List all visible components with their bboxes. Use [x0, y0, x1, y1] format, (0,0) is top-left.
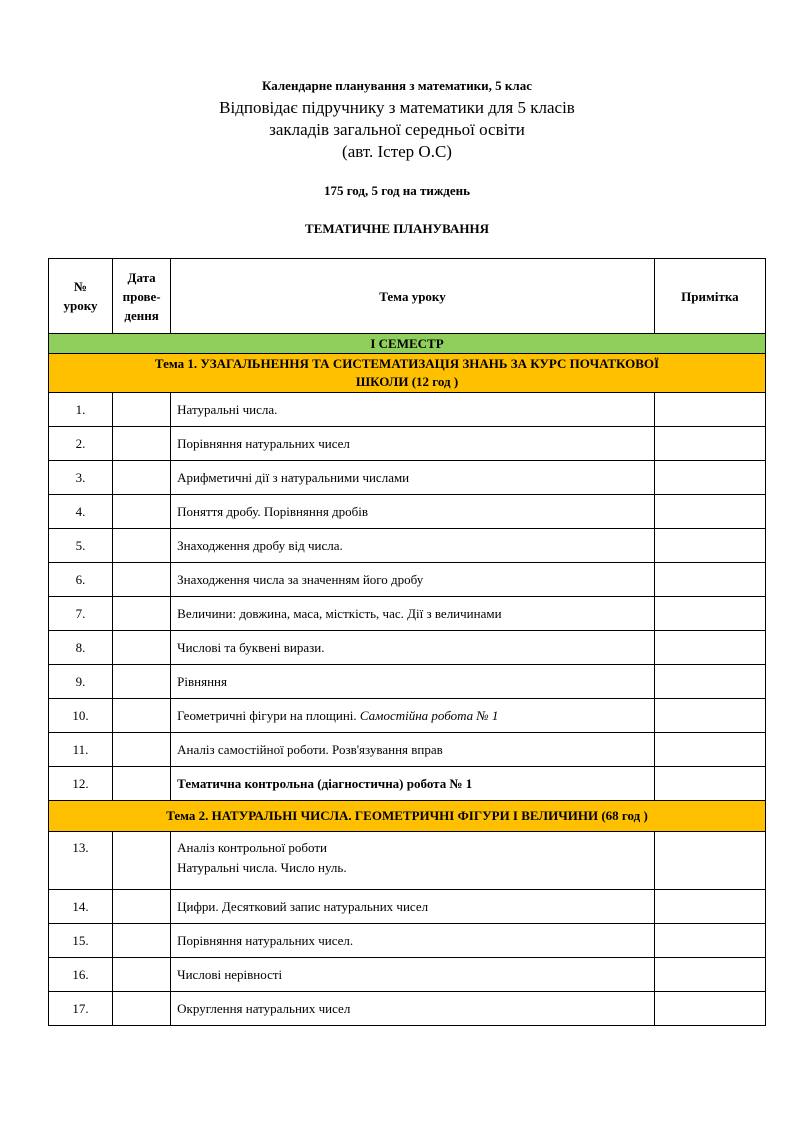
table-header-row: [49, 259, 766, 334]
lesson-topic: Числові нерівності: [171, 958, 655, 992]
theme-1-row: [49, 354, 766, 393]
table-row: [49, 461, 766, 495]
lesson-date: [113, 924, 171, 958]
header-date-line3: дення: [124, 307, 159, 323]
table-row: [49, 890, 766, 924]
lesson-topic: Тематична контрольна (діагностична) робота № 1: [171, 767, 655, 801]
independent-work-label: Самостійна робота № 1: [359, 707, 499, 723]
document-title: Календарне планування з математики, 5 клас: [262, 78, 532, 93]
header-num-line2: уроку: [63, 298, 98, 313]
lesson-note: [654, 890, 765, 924]
lesson-number: 8.: [49, 631, 113, 665]
lesson-note: [654, 924, 765, 958]
table-row: [49, 631, 766, 665]
lesson-number: 14.: [49, 890, 113, 924]
lesson-number: 15.: [49, 924, 113, 958]
lesson-date: [113, 461, 171, 495]
lesson-topic: Числові та буквені вирази.: [171, 631, 655, 665]
table-row: [49, 699, 766, 733]
table-row: [49, 924, 766, 958]
lesson-number: 3.: [49, 461, 113, 495]
lesson-date: [113, 958, 171, 992]
table-row: [49, 832, 766, 890]
lesson-date: [113, 665, 171, 699]
lesson-number: 17.: [49, 992, 113, 1026]
lesson-topic: Величини: довжина, маса, місткість, час. Дії з величинами: [171, 597, 655, 631]
lesson-date: [113, 427, 171, 461]
lesson-note: [654, 992, 765, 1026]
lesson-number: 1.: [49, 393, 113, 427]
lesson-note: [654, 733, 765, 767]
lesson-number: 7.: [49, 597, 113, 631]
lesson-number: 9.: [49, 665, 113, 699]
theme-1-title: [49, 354, 766, 393]
table-row: [49, 992, 766, 1026]
lesson-number: 4.: [49, 495, 113, 529]
lesson-date: [113, 733, 171, 767]
textbook-author: (авт. Істер О.С): [342, 142, 452, 161]
lesson-number: 16.: [49, 958, 113, 992]
textbook-line-1: Відповідає підручнику з математики для 5 класів: [219, 98, 575, 117]
plan-title: ТЕМАТИЧНЕ ПЛАНУВАННЯ: [305, 221, 489, 236]
lesson-date: [113, 699, 171, 733]
lesson-date: [113, 529, 171, 563]
lesson-date: [113, 495, 171, 529]
header-note: Примітка: [654, 259, 765, 334]
table-row: [49, 733, 766, 767]
lesson-note: [654, 767, 765, 801]
table-row: [49, 597, 766, 631]
lesson-number: 2.: [49, 427, 113, 461]
lesson-topic: Поняття дробу. Порівняння дробів: [171, 495, 655, 529]
header-lesson-number: [49, 259, 113, 334]
lesson-topic: Рівняння: [171, 665, 655, 699]
lesson-note: [654, 699, 765, 733]
hours-info: 175 год, 5 год на тиждень: [323, 183, 471, 198]
lesson-topic: Знаходження числа за значенням його дробу: [171, 563, 655, 597]
lesson-date: [113, 631, 171, 665]
header-date: [113, 259, 171, 334]
semester-row: [49, 334, 766, 354]
semester-label: І СЕМЕСТР: [49, 334, 766, 354]
lesson-date: [113, 597, 171, 631]
lesson-date: [113, 393, 171, 427]
lesson-topic: Аналіз самостійної роботи. Розв'язування вправ: [171, 733, 655, 767]
table-row: [49, 427, 766, 461]
lesson-number: 10.: [49, 699, 113, 733]
lesson-note: [654, 393, 765, 427]
lesson-note: [654, 427, 765, 461]
header-num-line1: №: [74, 279, 88, 294]
lesson-topic: [171, 699, 655, 733]
lesson-note: [654, 563, 765, 597]
lesson-note: [654, 461, 765, 495]
table-row: [49, 958, 766, 992]
lesson-topic: Натуральні числа.: [171, 393, 655, 427]
lesson-date: [113, 767, 171, 801]
lesson-number: 12.: [49, 767, 113, 801]
lesson-topic: Цифри. Десятковий запис натуральних чисел: [171, 890, 655, 924]
lesson-note: [654, 665, 765, 699]
lesson-number: 11.: [49, 733, 113, 767]
lesson-topic-text: Геометричні фігури на площині.: [177, 707, 360, 723]
lesson-note: [654, 529, 765, 563]
header-date-line1: Дата: [127, 269, 156, 285]
lesson-topic: [171, 832, 655, 890]
textbook-line-2: закладів загальної середньої освіти: [269, 120, 525, 139]
theme-1-line2: ШКОЛИ (12 год ): [355, 374, 459, 389]
lesson-note: [654, 958, 765, 992]
lesson-topic-line2: Натуральні числа. Число нуль.: [177, 860, 347, 875]
table-row: [49, 665, 766, 699]
lesson-plan-table: [48, 258, 766, 1026]
theme-2-title: Тема 2. НАТУРАЛЬНІ ЧИСЛА. ГЕОМЕТРИЧНІ ФІГУРИ І ВЕЛИЧИНИ (68 год ): [49, 801, 766, 832]
lesson-date: [113, 992, 171, 1026]
lesson-note: [654, 832, 765, 890]
theme-1-line1: Тема 1. УЗАГАЛЬНЕННЯ ТА СИСТЕМАТИЗАЦІЯ ЗНАНЬ ЗА КУРС ПОЧАТКОВОЇ: [154, 356, 660, 371]
theme-2-row: [49, 801, 766, 832]
header-date-line2: прове-: [122, 288, 161, 304]
table-row: [49, 495, 766, 529]
table-row: [49, 767, 766, 801]
table-row: [49, 529, 766, 563]
lesson-number: 6.: [49, 563, 113, 597]
table-row: [49, 563, 766, 597]
lesson-number: 13.: [49, 832, 113, 890]
lesson-date: [113, 563, 171, 597]
lesson-topic: Арифметичні дії з натуральними числами: [171, 461, 655, 495]
lesson-number: 5.: [49, 529, 113, 563]
lesson-topic: Порівняння натуральних чисел: [171, 427, 655, 461]
lesson-topic: Знаходження дробу від числа.: [171, 529, 655, 563]
lesson-topic: Порівняння натуральних чисел.: [171, 924, 655, 958]
lesson-note: [654, 495, 765, 529]
table-row: [49, 393, 766, 427]
lesson-date: [113, 832, 171, 890]
lesson-note: [654, 597, 765, 631]
lesson-date: [113, 890, 171, 924]
lesson-topic-line1: Аналіз контрольної роботи: [177, 840, 327, 855]
lesson-note: [654, 631, 765, 665]
lesson-topic: Округлення натуральних чисел: [171, 992, 655, 1026]
header-topic: Тема уроку: [171, 259, 655, 334]
